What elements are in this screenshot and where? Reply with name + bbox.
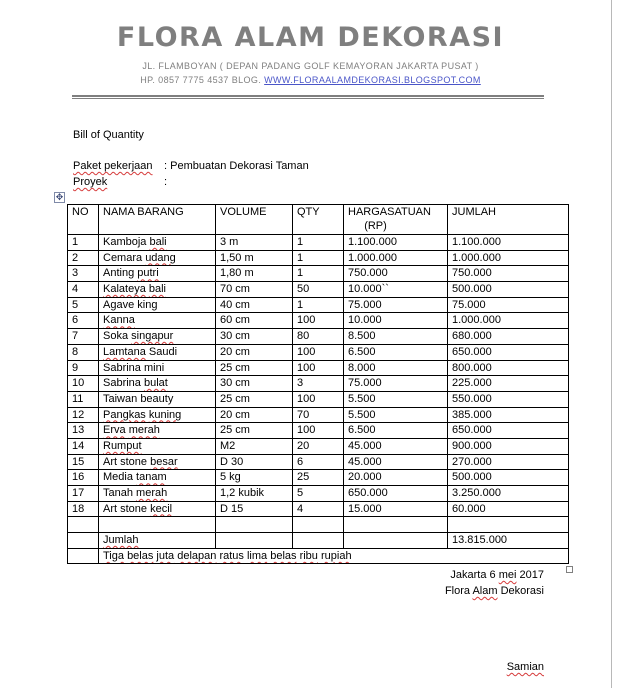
table-row: [68, 235, 569, 251]
item-price: 5.500: [344, 407, 448, 423]
item-volume: D 30: [216, 454, 293, 470]
item-total: 680.000: [448, 329, 569, 345]
table-row: [68, 376, 569, 392]
item-total: 1.000.000: [448, 313, 569, 329]
item-name: Pangkas kuning: [99, 407, 216, 423]
row-no: 12: [68, 407, 99, 423]
item-volume: 60 cm: [216, 313, 293, 329]
company-title: FLORA ALAM DEKORASI: [116, 22, 505, 53]
item-price: 75.000: [344, 376, 448, 392]
amount-words-row: [68, 548, 569, 564]
row-no: 17: [68, 486, 99, 502]
row-no: 2: [68, 250, 99, 266]
empty-row: [68, 517, 569, 533]
item-volume: 70 cm: [216, 282, 293, 298]
empty-cell: [293, 517, 344, 533]
item-qty: 100: [293, 360, 344, 376]
project-label: Proyek: [73, 176, 108, 188]
item-name: Art stone besar: [99, 454, 216, 470]
item-price: 10.000: [344, 313, 448, 329]
item-price: 650.000: [344, 486, 448, 502]
item-price: 8.500: [344, 329, 448, 345]
letterhead-rule-thin: [72, 98, 544, 99]
table-row: [68, 501, 569, 517]
item-volume: 40 cm: [216, 297, 293, 313]
item-volume: 5 kg: [216, 470, 293, 486]
item-total: 650.000: [448, 423, 569, 439]
item-total: 385.000: [448, 407, 569, 423]
item-qty: 100: [293, 423, 344, 439]
table-row: [68, 470, 569, 486]
item-qty: 1: [293, 297, 344, 313]
place-date: Jakarta 6 mei 2017: [450, 569, 544, 581]
table-row: [68, 391, 569, 407]
table-header-row: [68, 205, 569, 235]
bill-of-quantity-table: [67, 204, 569, 564]
header-price: HARGASATUAN (RP): [344, 205, 448, 235]
item-price: 45.000: [344, 454, 448, 470]
header-volume: VOLUME: [216, 205, 293, 235]
item-qty: 70: [293, 407, 344, 423]
page-edge: [611, 0, 612, 688]
header-qty: QTY: [293, 205, 344, 235]
empty-cell: [68, 517, 99, 533]
company-contact: [0, 75, 621, 85]
item-name: Lamtana Saudi: [99, 344, 216, 360]
item-qty: 25: [293, 470, 344, 486]
item-total: 900.000: [448, 438, 569, 454]
blog-link[interactable]: WWW.FLORAALAMDEKORASI.BLOGSPOT.COM: [264, 75, 481, 85]
row-no: 15: [68, 454, 99, 470]
row-no: 6: [68, 313, 99, 329]
item-volume: M2: [216, 438, 293, 454]
row-no: 18: [68, 501, 99, 517]
item-volume: 25 cm: [216, 391, 293, 407]
total-row: [68, 533, 569, 549]
item-qty: 5: [293, 486, 344, 502]
empty-cell: [99, 517, 216, 533]
item-volume: 30 cm: [216, 376, 293, 392]
item-qty: 80: [293, 329, 344, 345]
table-row: [68, 313, 569, 329]
row-no: 4: [68, 282, 99, 298]
row-no: 16: [68, 470, 99, 486]
item-volume: 20 cm: [216, 344, 293, 360]
item-name: Rumput: [99, 438, 216, 454]
item-price: 15.000: [344, 501, 448, 517]
row-no: 11: [68, 391, 99, 407]
item-total: 75.000: [448, 297, 569, 313]
item-total: 3.250.000: [448, 486, 569, 502]
item-total: 500.000: [448, 282, 569, 298]
table-move-handle-icon[interactable]: ✥: [55, 192, 64, 202]
table-row: [68, 360, 569, 376]
table-row: [68, 423, 569, 439]
signature-company: Flora Alam Dekorasi: [444, 585, 544, 597]
item-volume: 30 cm: [216, 329, 293, 345]
row-no: 9: [68, 360, 99, 376]
item-volume: 25 cm: [216, 423, 293, 439]
table-row: [68, 486, 569, 502]
table-row: [68, 438, 569, 454]
signer-name: Samian: [506, 661, 544, 673]
header-total: JUMLAH: [448, 205, 569, 235]
empty-cell: [216, 517, 293, 533]
item-qty: 4: [293, 501, 344, 517]
row-no: 7: [68, 329, 99, 345]
empty-cell: [344, 517, 448, 533]
empty-cell: [344, 533, 448, 549]
item-name: Kamboja bali: [99, 235, 216, 251]
item-price: 5.500: [344, 391, 448, 407]
item-price: 750.000: [344, 266, 448, 282]
item-qty: 1: [293, 266, 344, 282]
empty-cell: [216, 533, 293, 549]
item-name: Soka singapur: [99, 329, 216, 345]
row-no: 13: [68, 423, 99, 439]
item-qty: 100: [293, 313, 344, 329]
item-volume: 25 cm: [216, 360, 293, 376]
table-row: [68, 250, 569, 266]
item-total: 1.000.000: [448, 250, 569, 266]
total-label: Jumlah: [99, 533, 216, 549]
table-row: [68, 344, 569, 360]
item-qty: 3: [293, 376, 344, 392]
item-name: Tanah merah: [99, 486, 216, 502]
letterhead-rule: [72, 95, 544, 97]
item-name: Kanna: [99, 313, 216, 329]
item-qty: 100: [293, 391, 344, 407]
item-total: 650.000: [448, 344, 569, 360]
item-price: 1.000.000: [344, 250, 448, 266]
row-no: 5: [68, 297, 99, 313]
item-name: Anting putri: [99, 266, 216, 282]
table-row: [68, 329, 569, 345]
item-price: 1.100.000: [344, 235, 448, 251]
item-total: 500.000: [448, 470, 569, 486]
item-price: 6.500: [344, 423, 448, 439]
item-price: 45.000: [344, 438, 448, 454]
item-price: 6.500: [344, 344, 448, 360]
row-no: 10: [68, 376, 99, 392]
header-no: NO: [68, 205, 99, 235]
item-total: 750.000: [448, 266, 569, 282]
item-qty: 20: [293, 438, 344, 454]
amount-in-words: Tiga belas juta delapan ratus lima belas ribu rupiah: [99, 548, 569, 564]
item-volume: 1,50 m: [216, 250, 293, 266]
document-heading: Bill of Quantity: [73, 129, 144, 141]
item-price: 10.000``: [344, 282, 448, 298]
contact-phone: HP. 0857 7775 4537 BLOG.: [140, 75, 265, 85]
table-row: [68, 266, 569, 282]
row-no: 14: [68, 438, 99, 454]
item-total: 60.000: [448, 501, 569, 517]
item-total: 550.000: [448, 391, 569, 407]
table-row: [68, 454, 569, 470]
item-total: 270.000: [448, 454, 569, 470]
item-name: Cemara udang: [99, 250, 216, 266]
table-row: [68, 407, 569, 423]
item-name: Media tanam: [99, 470, 216, 486]
table-resize-handle[interactable]: [566, 566, 573, 573]
item-qty: 1: [293, 235, 344, 251]
row-no: 8: [68, 344, 99, 360]
package-value: : Pembuatan Dekorasi Taman: [164, 160, 309, 172]
item-volume: 1,80 m: [216, 266, 293, 282]
empty-cell: [293, 533, 344, 549]
row-no: 3: [68, 266, 99, 282]
item-qty: 50: [293, 282, 344, 298]
item-volume: 3 m: [216, 235, 293, 251]
item-name: Kalateya bali: [99, 282, 216, 298]
item-name: Art stone kecil: [99, 501, 216, 517]
package-label: Paket pekerjaan: [73, 160, 153, 172]
row-no: 1: [68, 235, 99, 251]
project-value: :: [164, 176, 168, 188]
item-name: Sabrina mini: [99, 360, 216, 376]
item-name: Taiwan beauty: [99, 391, 216, 407]
item-price: 75.000: [344, 297, 448, 313]
item-volume: 20 cm: [216, 407, 293, 423]
empty-cell: [68, 533, 99, 549]
table-row: [68, 282, 569, 298]
item-price: 20.000: [344, 470, 448, 486]
item-price: 8.000: [344, 360, 448, 376]
item-qty: 1: [293, 250, 344, 266]
item-name: Erva merah: [99, 423, 216, 439]
item-name: Agave king: [99, 297, 216, 313]
item-total: 225.000: [448, 376, 569, 392]
empty-cell: [68, 548, 99, 564]
item-volume: D 15: [216, 501, 293, 517]
item-volume: 1,2 kubik: [216, 486, 293, 502]
empty-cell: [448, 517, 569, 533]
item-qty: 100: [293, 344, 344, 360]
table-row: [68, 297, 569, 313]
item-total: 800.000: [448, 360, 569, 376]
item-name: Sabrina bulat: [99, 376, 216, 392]
total-value: 13.815.000: [448, 533, 569, 549]
item-total: 1.100.000: [448, 235, 569, 251]
item-qty: 6: [293, 454, 344, 470]
header-name: NAMA BARANG: [99, 205, 216, 235]
company-address: JL. FLAMBOYAN ( DEPAN PADANG GOLF KEMAYORAN JAKARTA PUSAT ): [142, 61, 479, 71]
